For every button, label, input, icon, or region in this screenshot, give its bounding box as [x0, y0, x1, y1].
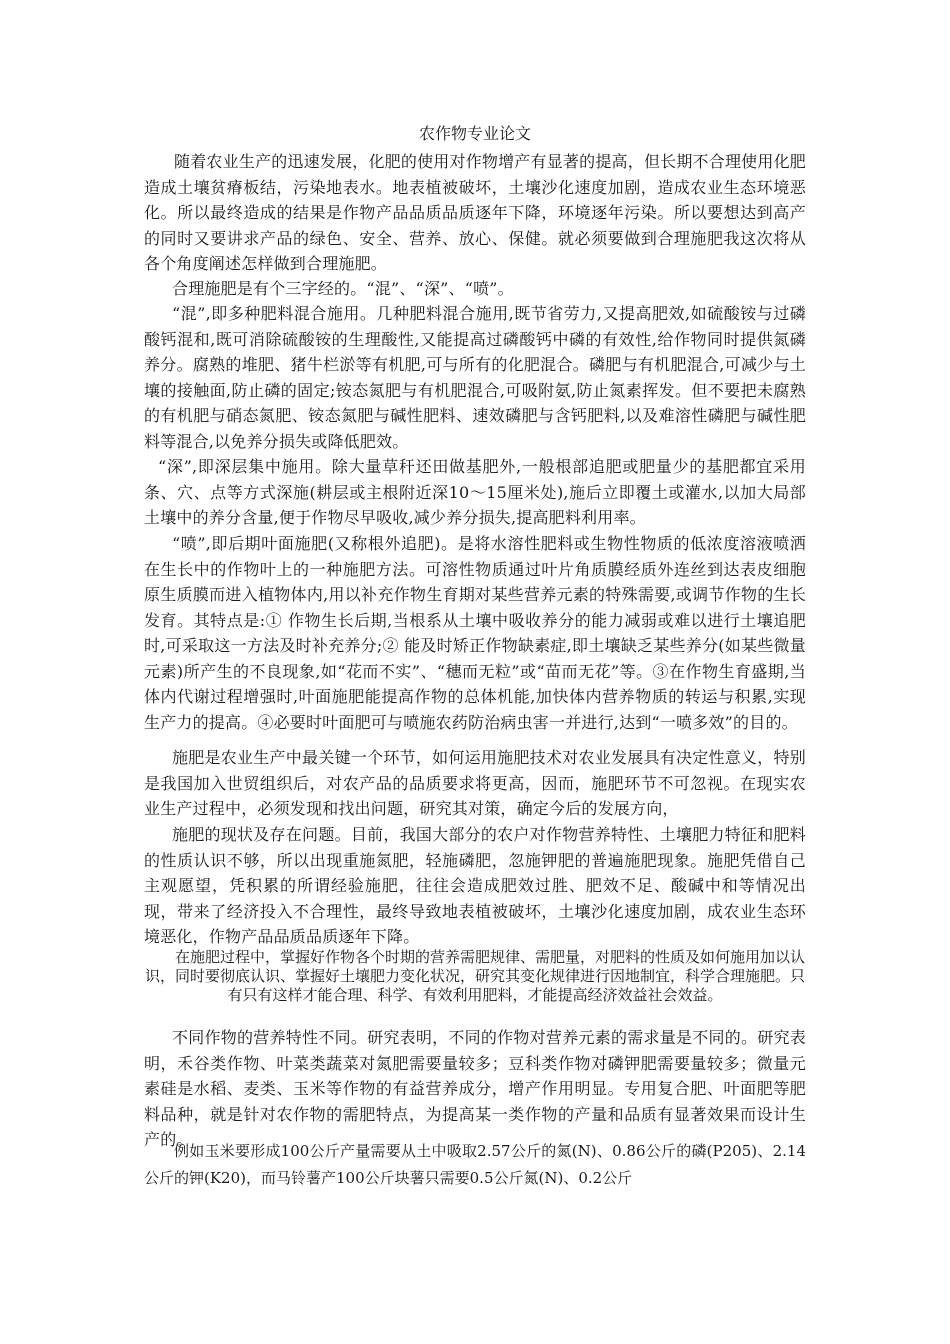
paragraph-text: “喷”,即后期叶面施肥(又称根外追肥)。是将水溶性肥料或生物性物质的低浓度溶液喷洒在生长中的作物叶上的一种施肥方法。可溶性物质通过叶片角质膜经质外连丝到达表皮细胞原生质膜而进入植物体内,用以补充作物生育期对某些营养元素的特殊需要,或调节作物的生长发育。其特点是:① 作物生长后期,当根系从土壤中吸收养分的能力减弱或难以进行土壤追肥时,可采取这一方法及时补充养分;② 能及时矫正作物缺素症,即土壤缺乏某些养分(如某些微量元素)所产生的不良现象,如“花而不实”、“穗而无粒”或“苗而无花”等。③在作物生育盛期,当体内代谢过程增强时,叶面施肥能提高作物的总体机能,加快体内营养物质的转运与积累,实现生产力的提高。④必要时叶面肥可与喷施农药防治病虫害一并进行,达到“一喷多效”的目的。	[144, 534, 806, 732]
paragraph-deep	[144, 454, 806, 531]
paragraph-process	[144, 948, 806, 1005]
paragraph-text: 在施肥过程中，掌握好作物各个时期的营养需肥规律、需肥量，对肥料的性质及如何施用加以认识，同时要彻底认识、掌握好土壤肥力变化状况，研究其变化规律进行因地制宜，科学合理施肥。只有只有这样才能合理、科学、有效利用肥料，才能提高经济效益社会效益。	[144, 948, 805, 1004]
paragraph-text: 不同作物的营养特性不同。研究表明，不同的作物对营养元素的需求量是不同的。研究表明，禾谷类作物、叶菜类蔬菜对氮肥需要量较多；豆科类作物对磷钾肥需要量较多；微量元素硅是水稻、麦类、玉米等作物的有益营养成分，增产作用明显。专用复合肥、叶面肥等肥料品种，就是针对农作物的需肥特点，为提高某一类作物的产量和品质有显著效果而设计生产的。	[144, 1028, 806, 1149]
paragraph-text: 例如玉米要形成100公斤产量需要从土中吸取2.57公斤的氮(N)、0.86公斤的磷(P205)、2.14公斤的钾(K20)，而马铃薯产100公斤块薯只需要0.5公斤氮(N)、0.2公斤	[144, 1142, 806, 1187]
paragraph-crop-needs	[144, 1025, 806, 1153]
paragraph-text: “深”,即深层集中施用。除大量草秆还田做基肥外,一般根部追肥或肥量少的基肥都宜采用条、穴、点等方式深施(耕层或主根附近深10～15厘米处),施后立即覆土或灌水,以加大局部土壤中的养分含量,便于作物尽早吸收,减少养分损失,提高肥料利用率。	[144, 457, 806, 527]
paragraph-text: 随着农业生产的迅速发展，化肥的使用对作物增产有显著的提高，但长期不合理使用化肥造成土壤贫瘠板结，污染地表水。地表植被破坏，土壤沙化速度加剧，造成农业生态环境恶化。所以最终造成的结果是作物产品品质品质逐年下降，环境逐年污染。所以要想达到高产的同时又要讲求产品的绿色、安全、营养、放心、保健。就必须要做到合理施肥我这次将从各个角度阐述怎样做到合理施肥。	[144, 152, 806, 273]
paragraph-text: 合理施肥是有个三字经的。“混”、“深”、“喷”。	[172, 279, 514, 298]
paragraph-text: 施肥是农业生产中最关键一个环节，如何运用施肥技术对农业发展具有决定性意义，特别是我国加入世贸组织后，对农产品的品质要求将更高，因而，施肥环节不可忽视。在现实农业生产过程中，必须发现和找出问题，研究其对策，确定今后的发展方向，	[144, 748, 806, 818]
paragraph-key-link	[144, 745, 806, 822]
paragraph-status	[144, 822, 806, 950]
paragraph-text: 施肥的现状及存在问题。目前，我国大部分的农户对作物营养特性、土壤肥力特征和肥料的性质认识不够，所以出现重施氮肥，轻施磷肥，忽施钾肥的普遍施肥现象。施肥凭借自己主观愿望，凭积累的所谓经验施肥，往往会造成肥效过胜、肥效不足、酸碱中和等情况出现，带来了经济投入不合理性，最终导致地表植被破坏，土壤沙化速度加剧，成农业生态环境恶化，作物产品品质品质逐年下降。	[144, 825, 806, 946]
paragraph-text: “混”,即多种肥料混合施用。几种肥料混合施用,既节省劳力,又提高肥效,如硫酸铵与过磷酸钙混和,既可消除硫酸铵的生理酸性,又能提高过磷酸钙中磷的有效性,给作物同时提供氮磷养分。腐熟的堆肥、猪牛栏淤等有机肥,可与所有的化肥混合。磷肥与有机肥混合,可减少与土壤的接触面,防止磷的固定;铵态氮肥与有机肥混合,可吸附氨,防止氮素挥发。但不要把未腐熟的有机肥与硝态氮肥、铵态氮肥与碱性肥料、速效磷肥与含钙肥料,以及难溶性磷肥与碱性肥料等混合,以免养分损失或降低肥效。	[144, 304, 806, 451]
paragraph-three-words	[144, 276, 806, 302]
document-title: 农作物专业论文	[418, 124, 531, 143]
paragraph-example	[144, 1138, 806, 1192]
paragraph-spray	[144, 531, 806, 735]
paragraph-mix	[144, 301, 806, 454]
paragraph-intro	[144, 149, 806, 277]
